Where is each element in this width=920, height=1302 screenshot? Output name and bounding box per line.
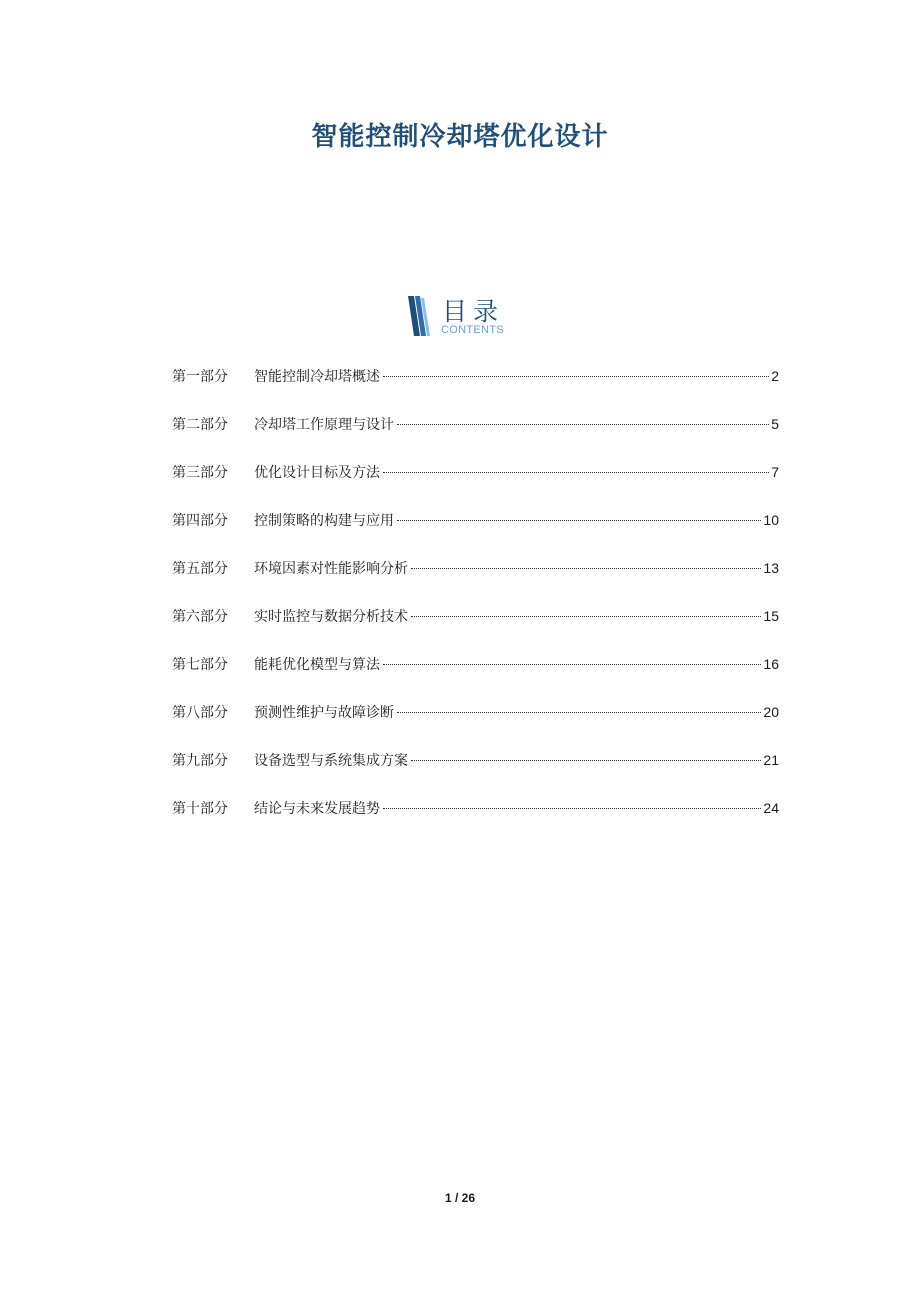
toc-entry-name: 预测性维护与故障诊断: [254, 705, 394, 721]
toc-entry-leader: [383, 808, 761, 809]
toc-entry-part: 第十部分: [172, 801, 228, 817]
toc-entry-part: 第九部分: [172, 753, 228, 769]
toc-entry-part: 第七部分: [172, 657, 228, 673]
toc-entry-part: 第三部分: [172, 465, 228, 481]
toc-list: [172, 366, 779, 846]
toc-entry-leader: [383, 664, 761, 665]
toc-entry[interactable]: [172, 654, 779, 678]
toc-entry-page: 5: [771, 416, 779, 432]
toc-entry-name: 智能控制冷却塔概述: [254, 369, 380, 385]
toc-entry[interactable]: [172, 510, 779, 534]
toc-entry-page: 2: [771, 368, 779, 384]
toc-entry[interactable]: [172, 798, 779, 822]
toc-entry-leader: [397, 520, 761, 521]
toc-entry-leader: [411, 760, 761, 761]
toc-entry-page: 7: [771, 464, 779, 480]
toc-entry-leader: [397, 424, 769, 425]
toc-entry[interactable]: [172, 702, 779, 726]
toc-entry-part: 第八部分: [172, 705, 228, 721]
toc-entry-leader: [397, 712, 761, 713]
toc-entry[interactable]: [172, 606, 779, 630]
toc-entry-name: 能耗优化模型与算法: [254, 657, 380, 673]
toc-entry-page: 21: [763, 752, 779, 768]
toc-entry-name: 设备选型与系统集成方案: [254, 753, 408, 769]
toc-entry-leader: [383, 472, 769, 473]
toc-entry-name: 控制策略的构建与应用: [254, 513, 394, 529]
book-stripes-icon: [408, 296, 430, 336]
toc-entry-page: 16: [763, 656, 779, 672]
toc-entry-page: 15: [763, 608, 779, 624]
toc-entry-part: 第六部分: [172, 609, 228, 625]
toc-entry-page: 20: [763, 704, 779, 720]
toc-entry[interactable]: [172, 462, 779, 486]
toc-entry-page: 10: [763, 512, 779, 528]
toc-entry-name: 实时监控与数据分析技术: [254, 609, 408, 625]
toc-entry-part: 第二部分: [172, 417, 228, 433]
toc-entry-name: 优化设计目标及方法: [254, 465, 380, 481]
document-title: 智能控制冷却塔优化设计: [311, 122, 609, 152]
toc-entry-leader: [383, 376, 769, 377]
toc-entry-part: 第四部分: [172, 513, 228, 529]
toc-entry[interactable]: [172, 558, 779, 582]
toc-entry-page: 24: [763, 800, 779, 816]
toc-entry-leader: [411, 616, 761, 617]
toc-header: [408, 294, 528, 340]
toc-entry-name: 冷却塔工作原理与设计: [254, 417, 394, 433]
toc-entry-name: 环境因素对性能影响分析: [254, 561, 408, 577]
toc-entry-part: 第一部分: [172, 369, 228, 385]
toc-entry[interactable]: [172, 414, 779, 438]
toc-entry[interactable]: [172, 366, 779, 390]
toc-entry-part: 第五部分: [172, 561, 228, 577]
toc-entry-leader: [411, 568, 761, 569]
toc-subheading: CONTENTS: [441, 324, 504, 336]
toc-entry-name: 结论与未来发展趋势: [254, 801, 380, 817]
toc-heading: 目录: [442, 297, 505, 326]
toc-entry[interactable]: [172, 750, 779, 774]
page-indicator: 1 / 26: [444, 1191, 476, 1205]
toc-entry-page: 13: [763, 560, 779, 576]
